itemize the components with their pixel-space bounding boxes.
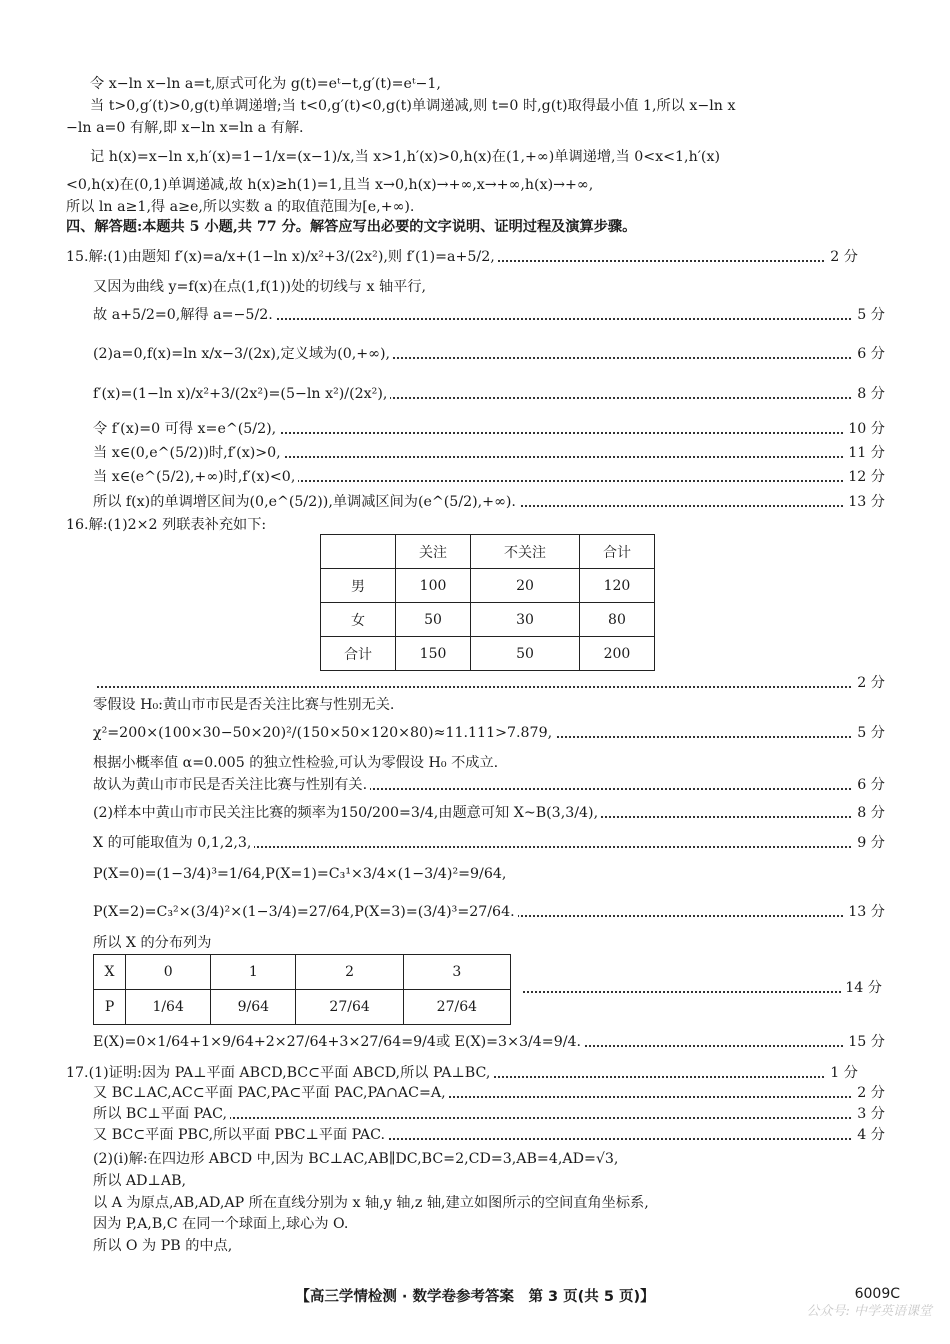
solution-line: <0,h(x)在(0,1)单调递减,故 h(x)≥h(1)=1,且当 x→0,h(x)→+∞,x→+∞,h(x)→+∞, xyxy=(66,174,858,196)
solution-line: 令 f′(x)=0 可得 x=e^(5/2), 10 分 xyxy=(93,418,885,440)
table-cell: 1 xyxy=(211,955,296,990)
solution-line: 零假设 H₀:黄山市市民是否关注比赛与性别无关. xyxy=(93,694,885,716)
score-mark: 9 分 xyxy=(853,832,885,854)
solution-line: (2)a=0,f(x)=ln x/x−3/(2x),定义域为(0,+∞), 6 分 xyxy=(93,337,885,371)
score-mark: 14 分 xyxy=(841,977,882,999)
solution-line: 故 a+5/2=0,解得 a=−5/2. 5 分 xyxy=(93,298,885,332)
solution-line: 17.(1)证明:因为 PA⊥平面 ABCD,BC⊂平面 ABCD,所以 PA⊥BC, 1 分 xyxy=(66,1062,858,1084)
score-mark: 2 分 xyxy=(853,672,885,694)
solution-line: 当 t>0,g′(t)>0,g(t)单调递增;当 t<0,g′(t)<0,g(t)单调递减,则 t=0 时,g(t)取得最小值 1,所以 x−ln x xyxy=(90,95,882,117)
solution-line: X 的可能取值为 0,1,2,3, 9 分 xyxy=(93,832,885,854)
solution-line: 又因为曲线 y=f(x)在点(1,f(1))处的切线与 x 轴平行, xyxy=(93,276,885,298)
solution-line: 以 A 为原点,AB,AD,AP 所在直线分别为 x 轴,y 轴,z 轴,建立如图所示的空间直角坐标系, xyxy=(93,1192,885,1214)
table-cell: 20 xyxy=(471,569,580,603)
score-mark: 10 分 xyxy=(844,418,885,440)
solution-line: P(X=0)=(1−3/4)³=1/64,P(X=1)=C₃¹×3/4×(1−3/4)²=9/64, xyxy=(93,857,885,891)
score-mark: 13 分 xyxy=(844,491,885,513)
table-row xyxy=(321,569,655,603)
table-cell: 200 xyxy=(579,637,654,671)
table-cell: 50 xyxy=(396,603,471,637)
solution-line: 因为 P,A,B,C 在同一个球面上,球心为 O. xyxy=(93,1213,885,1235)
solution-line: 所以 ln a≥1,得 a≥e,所以实数 a 的取值范围为[e,+∞). xyxy=(66,196,858,218)
page-footer: 【高三学情检测 · 数学卷参考答案 第 3 页(共 5 页)】 xyxy=(295,1289,655,1305)
table-cell: 2 xyxy=(296,955,403,990)
score-mark: 4 分 xyxy=(853,1124,885,1146)
solution-line: 所以 BC⊥平面 PAC, 3 分 xyxy=(93,1103,885,1125)
solution-line: 又 BC⊂平面 PBC,所以平面 PBC⊥平面 PAC. 4 分 xyxy=(93,1124,885,1146)
table-row xyxy=(321,603,655,637)
table-cell: 100 xyxy=(396,569,471,603)
score-mark: 5 分 xyxy=(853,298,885,332)
solution-line xyxy=(520,977,882,999)
solution-line: 所以 X 的分布列为 xyxy=(93,932,885,954)
score-mark: 5 分 xyxy=(853,716,885,750)
solution-line: f′(x)=(1−ln x)/x²+3/(2x²)=(5−ln x²)/(2x²), 8 分 xyxy=(93,377,885,411)
table-row xyxy=(94,990,511,1025)
solution-line: 根据小概率值 α=0.005 的独立性检验,可认为零假设 H₀ 不成立. xyxy=(93,752,885,774)
table-cell: 女 xyxy=(321,603,396,637)
table-cell: 0 xyxy=(126,955,211,990)
table-cell: 关注 xyxy=(396,535,471,569)
table-cell: 9/64 xyxy=(211,990,296,1025)
solution-line: (2)样本中黄山市市民关注比赛的频率为150/200=3/4,由题意可知 X~B(3,3/4), 8 分 xyxy=(93,796,885,830)
solution-line: 记 h(x)=x−ln x,h′(x)=1−1/x=(x−1)/x,当 x>1,h′(x)>0,h(x)在(1,+∞)单调递增,当 0<x<1,h′(x) xyxy=(90,140,882,174)
solution-line: (2)(i)解:在四边形 ABCD 中,因为 BC⊥AC,AB∥DC,BC=2,CD=3,AB=4,AD=√3, xyxy=(93,1148,885,1170)
solution-line: 所以 AD⊥AB, xyxy=(93,1170,885,1192)
score-mark: 1 分 xyxy=(826,1062,858,1084)
solution-line: 当 x∈(e^(5/2),+∞)时,f′(x)<0, 12 分 xyxy=(93,466,885,488)
table-cell xyxy=(321,535,396,569)
solution-line: 所以 f(x)的单调增区间为(0,e^(5/2)),单调减区间为(e^(5/2),+∞). 13 分 xyxy=(93,491,885,513)
paper-code: 6009C xyxy=(854,1286,900,1302)
solution-line: 15.解:(1)由题知 f′(x)=a/x+(1−ln x)/x²+3/(2x²),则 f′(1)=a+5/2, 2 分 xyxy=(66,240,858,274)
section-heading: 四、解答题:本题共 5 小题,共 77 分。解答应写出必要的文字说明、证明过程及演算步骤。 xyxy=(66,216,858,238)
table-cell: 3 xyxy=(403,955,510,990)
table-row xyxy=(321,637,655,671)
solution-line: 当 x∈(0,e^(5/2))时,f′(x)>0, 11 分 xyxy=(93,442,885,464)
distribution-table xyxy=(93,954,511,1025)
score-mark: 15 分 xyxy=(844,1025,885,1059)
watermark: 公众号: 中学英语课堂 xyxy=(806,1304,932,1319)
contingency-table xyxy=(320,534,655,671)
score-mark: 3 分 xyxy=(853,1103,885,1125)
score-mark: 11 分 xyxy=(844,442,885,464)
score-mark: 8 分 xyxy=(853,796,885,830)
solution-line: 所以 O 为 PB 的中点, xyxy=(93,1235,885,1257)
table-cell: 27/64 xyxy=(296,990,403,1025)
solution-line: χ²=200×(100×30−50×20)²/(150×50×120×80)≈11.111>7.879, 5 分 xyxy=(93,716,885,750)
score-mark: 13 分 xyxy=(844,895,885,929)
score-mark: 12 分 xyxy=(844,466,885,488)
table-cell: 50 xyxy=(471,637,580,671)
table-cell: 150 xyxy=(396,637,471,671)
table-cell: X xyxy=(94,955,126,990)
table-cell: 80 xyxy=(579,603,654,637)
table-cell: P xyxy=(94,990,126,1025)
solution-line: 令 x−ln x−ln a=t,原式可化为 g(t)=eᵗ−t,g′(t)=eᵗ−1, xyxy=(90,73,882,95)
table-header-row xyxy=(321,535,655,569)
table-cell: 27/64 xyxy=(403,990,510,1025)
solution-line: 故认为黄山市市民是否关注比赛与性别有关. 6 分 xyxy=(93,774,885,796)
table-cell: 30 xyxy=(471,603,580,637)
solution-line: 16.解:(1)2×2 列联表补充如下: xyxy=(66,514,858,536)
table-header-row xyxy=(94,955,511,990)
score-mark: 6 分 xyxy=(853,774,885,796)
score-mark: 2 分 xyxy=(826,240,858,274)
solution-line xyxy=(93,672,885,694)
solution-line: −ln a=0 有解,即 x−ln x=ln a 有解. xyxy=(66,117,858,139)
table-cell: 不关注 xyxy=(471,535,580,569)
table-cell: 男 xyxy=(321,569,396,603)
score-mark: 8 分 xyxy=(853,377,885,411)
solution-line: P(X=2)=C₃²×(3/4)²×(1−3/4)=27/64,P(X=3)=(3/4)³=27/64. 13 分 xyxy=(93,895,885,929)
table-cell: 合计 xyxy=(321,637,396,671)
solution-line: E(X)=0×1/64+1×9/64+2×27/64+3×27/64=9/4或 E(X)=3×3/4=9/4. 15 分 xyxy=(93,1025,885,1059)
table-cell: 120 xyxy=(579,569,654,603)
table-cell: 合计 xyxy=(579,535,654,569)
solution-line: 又 BC⊥AC,AC⊂平面 PAC,PA⊂平面 PAC,PA∩AC=A, 2 分 xyxy=(93,1082,885,1104)
score-mark: 6 分 xyxy=(853,337,885,371)
table-cell: 1/64 xyxy=(126,990,211,1025)
score-mark: 2 分 xyxy=(853,1082,885,1104)
